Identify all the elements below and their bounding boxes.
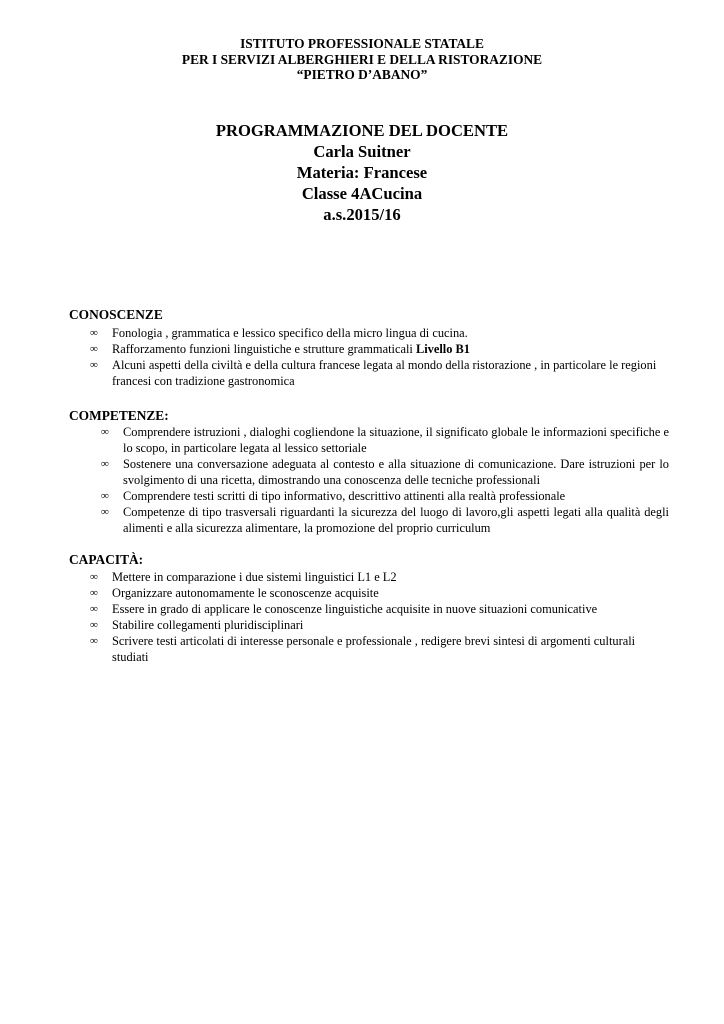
conoscenze-heading: CONOSCENZE [69, 307, 163, 322]
list-item-text: Stabilire collegamenti pluridisciplinari [112, 618, 304, 632]
list-item-text: Comprendere istruzioni , dialoghi cogliendone la situazione, il significato globale le informazioni specifiche e lo scopo, in particolare legata al lessico settoriale [123, 425, 669, 455]
school-header [0, 36, 724, 83]
infinity-bullet-icon: ∞ [101, 458, 109, 470]
list-item-text: Rafforzamento funzioni linguistiche e strutture grammaticali [112, 342, 416, 356]
list-item [90, 617, 642, 633]
list-item [90, 633, 642, 665]
list-item-text: Essere in grado di applicare le conoscenze linguistiche acquisite in nuove situazioni comunicative [112, 602, 598, 616]
list-item [90, 601, 642, 617]
document-title: PROGRAMMAZIONE DEL DOCENTE [215, 121, 509, 140]
infinity-bullet-icon: ∞ [90, 327, 98, 339]
list-item [90, 569, 642, 585]
level-label: Livello B1 [415, 342, 470, 356]
list-item-text: Sostenere una conversazione adeguata al contesto e alla situazione di comunicazione. Dare istruzioni per lo svolgimento di una ricetta, dimostrando una conoscenza delle tecniche professionali [123, 457, 669, 487]
document-title-block [0, 120, 724, 225]
infinity-bullet-icon: ∞ [90, 343, 98, 355]
list-item [101, 456, 669, 488]
infinity-bullet-icon: ∞ [90, 571, 98, 583]
list-item [90, 341, 668, 357]
infinity-bullet-icon: ∞ [101, 426, 109, 438]
competenze-heading: COMPETENZE: [69, 408, 169, 423]
teacher-name: Carla Suitner [313, 142, 411, 161]
capacita-heading: CAPACITÀ: [69, 552, 144, 567]
list-item-text: Competenze di tipo trasversali riguardanti la sicurezza del luogo di lavoro,gli aspetti legati alla qualità degli alimenti e alla sicurezza alimentare, la promozione del proprio curriculum [123, 505, 669, 535]
infinity-bullet-icon: ∞ [90, 619, 98, 631]
list-item [90, 585, 642, 601]
list-item-text: Organizzare autonomamente le sconoscenze acquisite [112, 586, 379, 600]
school-year-line: a.s.2015/16 [323, 205, 401, 224]
list-item-text: Alcuni aspetti della civiltà e della cultura francese legata al mondo della ristorazione , in particolare le regioni francesi con tradizione gastronomica [112, 358, 657, 388]
infinity-bullet-icon: ∞ [101, 490, 109, 502]
class-line: Classe 4ACucina [301, 184, 423, 203]
capacita-list [90, 569, 642, 665]
list-item [90, 357, 668, 389]
list-item-text: Mettere in comparazione i due sistemi linguistici L1 e L2 [112, 570, 397, 584]
school-name-line-2: PER I SERVIZI ALBERGHIERI E DELLA RISTORAZIONE [181, 51, 543, 67]
list-item-text: Scrivere testi articolati di interesse personale e professionale , redigere brevi sintesi di argomenti culturali studiati [112, 634, 636, 664]
list-item [101, 488, 669, 504]
list-item [90, 325, 668, 341]
infinity-bullet-icon: ∞ [90, 603, 98, 615]
school-name-line-1: ISTITUTO PROFESSIONALE STATALE [240, 36, 484, 51]
competenze-list [101, 424, 669, 536]
list-item [101, 504, 669, 536]
infinity-bullet-icon: ∞ [90, 587, 98, 599]
infinity-bullet-icon: ∞ [101, 506, 109, 518]
infinity-bullet-icon: ∞ [90, 635, 98, 647]
subject-line: Materia: Francese [296, 163, 428, 182]
conoscenze-list [90, 325, 668, 389]
school-name-line-3: “PIETRO D’ABANO” [296, 67, 428, 82]
list-item-text: Fonologia , grammatica e lessico specifico della micro lingua di cucina. [112, 326, 468, 340]
infinity-bullet-icon: ∞ [90, 359, 98, 371]
list-item [101, 424, 669, 456]
list-item-text: Comprendere testi scritti di tipo informativo, descrittivo attinenti alla realtà professionale [123, 489, 566, 503]
